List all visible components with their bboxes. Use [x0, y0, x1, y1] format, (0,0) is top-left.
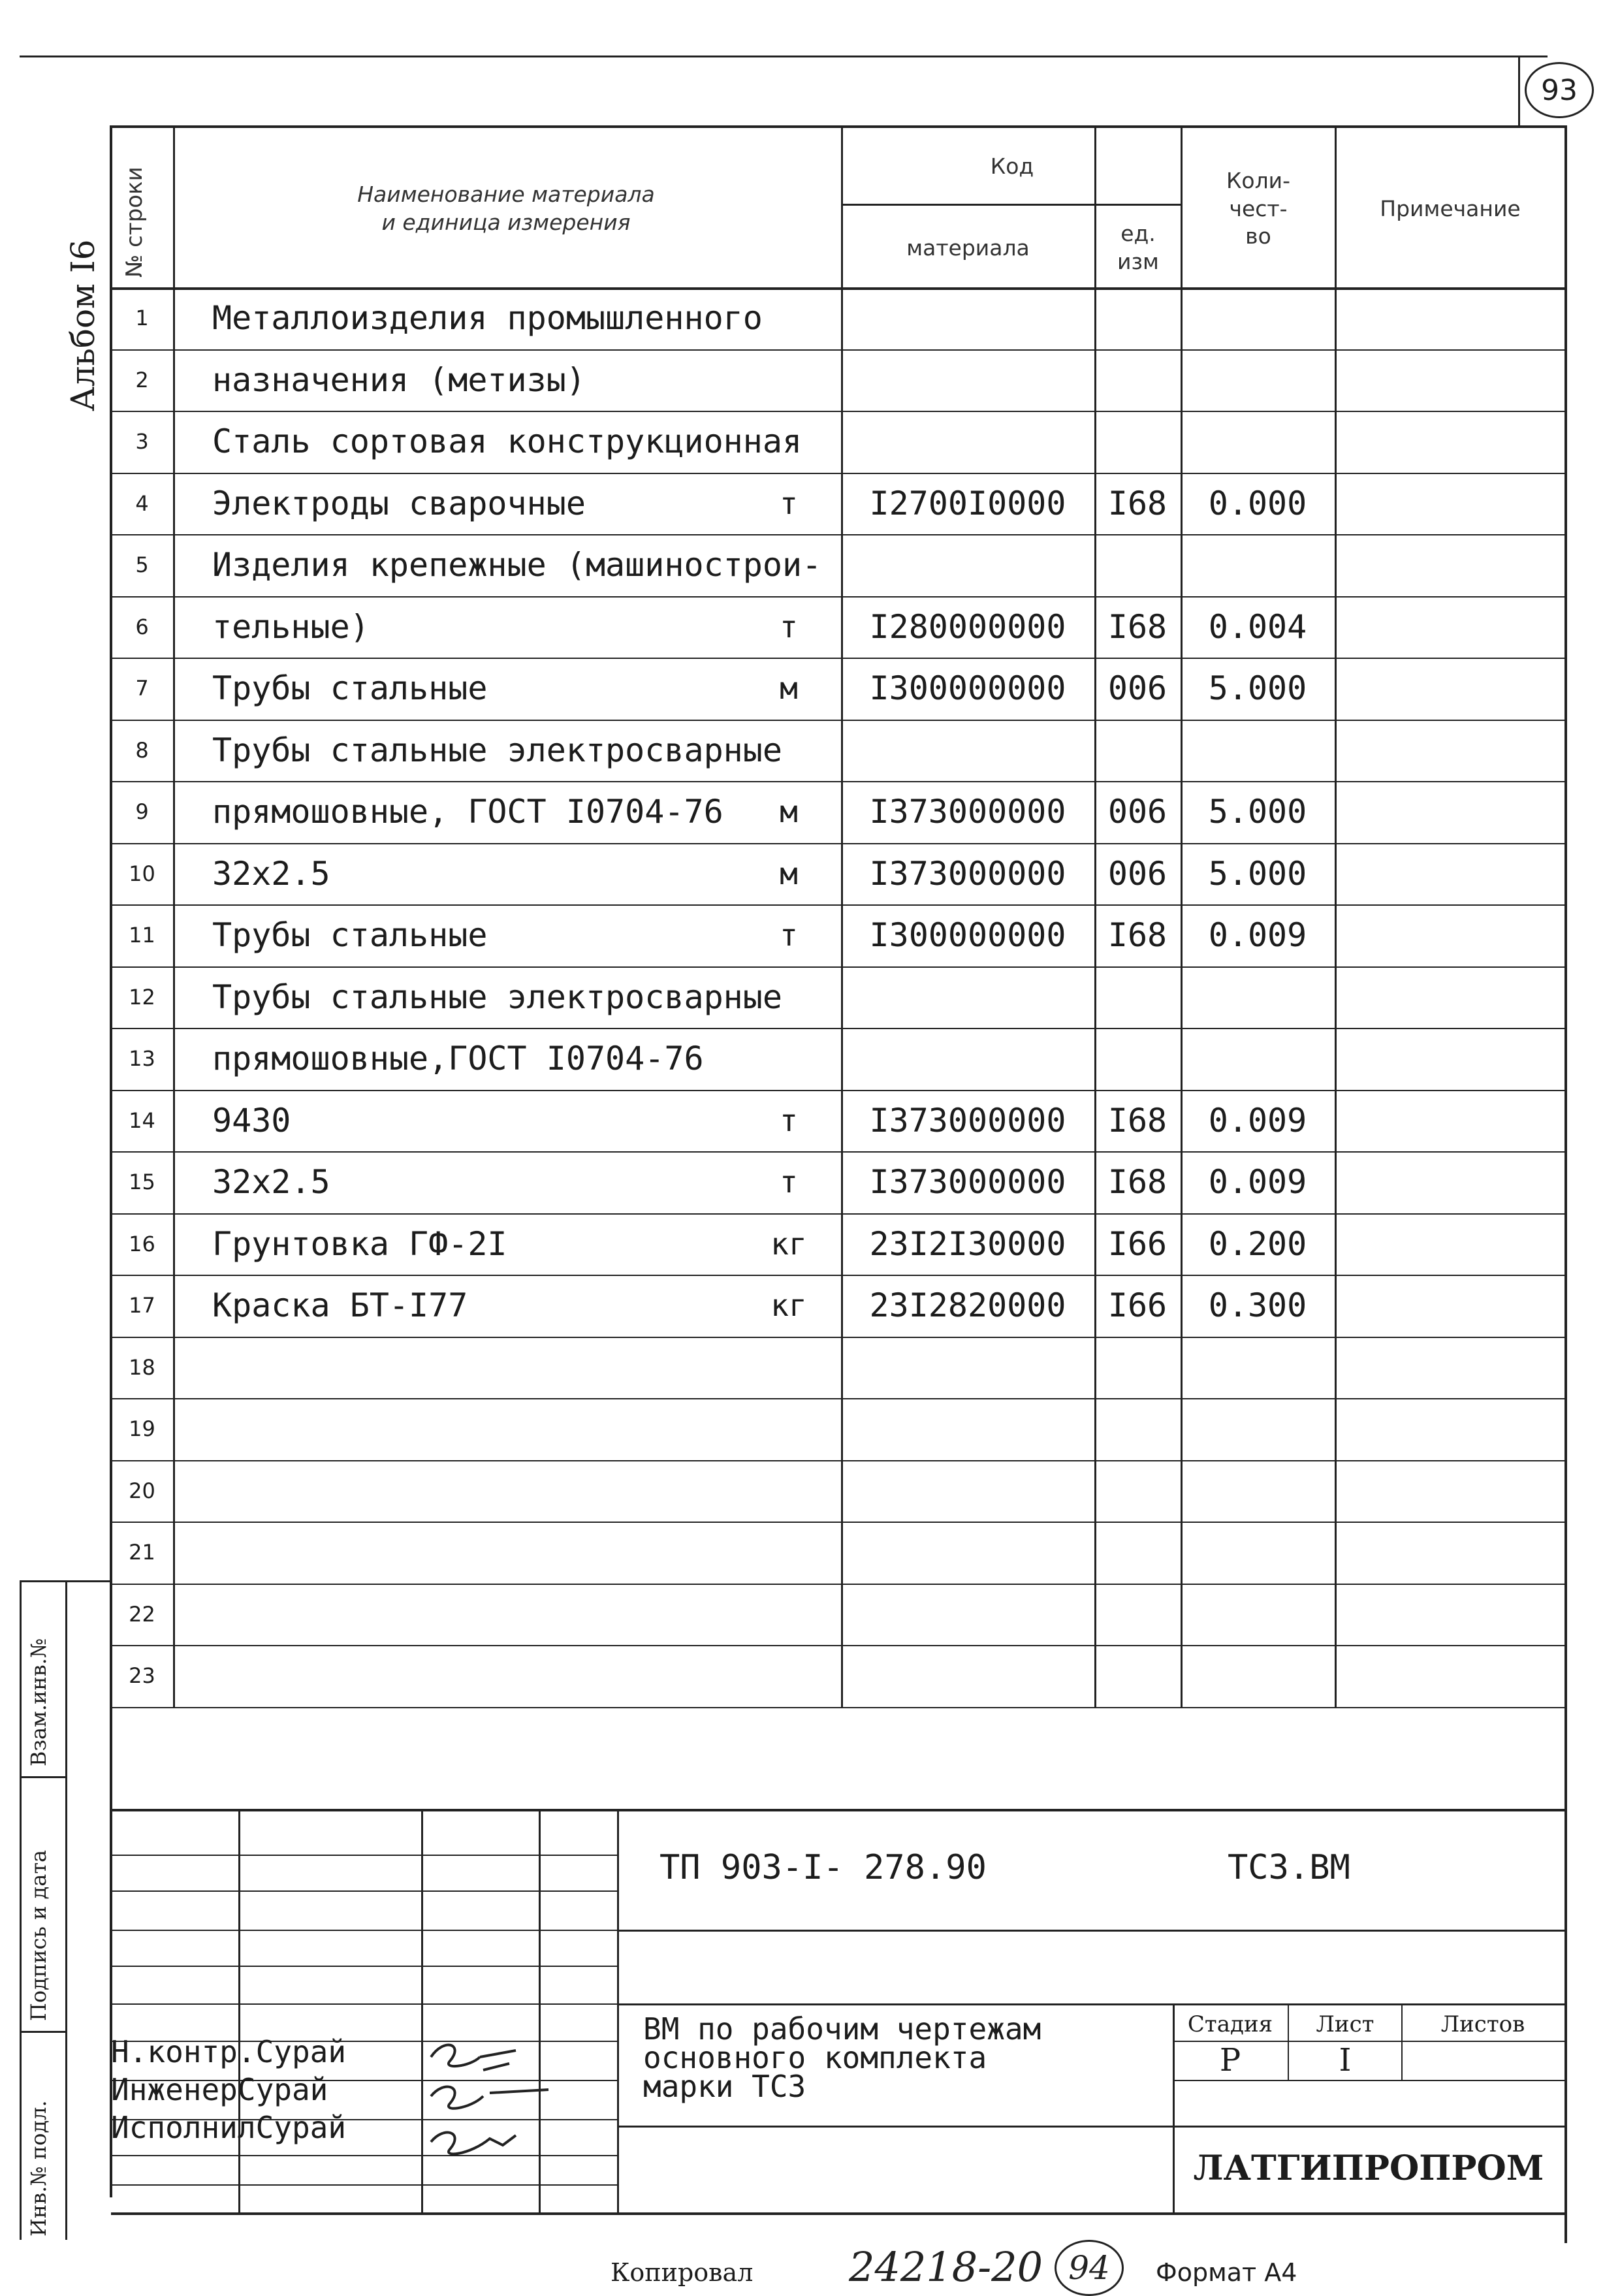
material-name: [173, 1522, 750, 1584]
material-name: Изделия крепежные (машинострои-: [212, 546, 822, 584]
unit-of-measure: [743, 1584, 834, 1646]
unit-code: [1094, 1460, 1181, 1522]
quantity: [1181, 1522, 1335, 1584]
material-name: [173, 1460, 750, 1522]
header-name: Наименование материала и единица измерения: [357, 182, 655, 235]
row-number: 10: [129, 861, 155, 886]
quantity: [1181, 1337, 1335, 1399]
quantity: 0.000: [1208, 484, 1307, 522]
title-left-hline: [111, 2184, 617, 2186]
material-name: 9430: [212, 1101, 291, 1140]
unit-of-measure: [743, 966, 834, 1028]
unit-code: [1094, 287, 1181, 349]
signatory: [111, 2072, 328, 2107]
material-code: I373000000: [869, 1101, 1066, 1140]
material-code: I373000000: [869, 793, 1066, 831]
unit-code: [1094, 720, 1181, 782]
header-code-split: [841, 204, 1181, 206]
title-block-hline: [617, 1930, 1566, 1932]
material-name: [173, 1645, 750, 1707]
quantity: 5.000: [1208, 793, 1307, 831]
material-code: 23I2820000: [869, 1286, 1066, 1325]
unit-of-measure: м: [780, 794, 798, 830]
quantity: 0.009: [1208, 1163, 1307, 1202]
unit-code: [1094, 1337, 1181, 1399]
unit-code: [1094, 534, 1181, 596]
material-code: [841, 1522, 1094, 1584]
unit-code: 006: [1107, 793, 1167, 831]
material-name: прямошовные,ГОСТ I0704-76: [212, 1040, 704, 1078]
quantity: [1181, 720, 1335, 782]
unit-code: [1094, 411, 1181, 473]
signatures: [418, 2031, 588, 2175]
material-code: [841, 1645, 1094, 1707]
unit-code: I68: [1107, 1101, 1167, 1140]
quantity: 0.004: [1208, 607, 1307, 646]
row-number: 8: [135, 737, 149, 763]
quantity: 5.000: [1208, 669, 1307, 708]
material-code: [841, 1460, 1094, 1522]
material-code: I373000000: [869, 1163, 1066, 1202]
organization-name: ЛАТГИПРОПРОМ: [1193, 2148, 1544, 2188]
material-code: I300000000: [869, 669, 1066, 708]
frame-right: [1564, 127, 1567, 2243]
row-number: 11: [129, 923, 155, 948]
footer-copied: Копировал: [611, 2258, 754, 2287]
footer-circled-number: [1055, 2240, 1124, 2296]
unit-of-measure: кг: [770, 1226, 807, 1262]
signatory-name: Сурай: [255, 2110, 347, 2145]
doc-mark: ТС3.ВМ: [1228, 1848, 1350, 1887]
row-number: 9: [135, 799, 149, 825]
unit-of-measure: т: [780, 485, 798, 521]
title-left-hline: [111, 1930, 617, 1931]
material-name: назначения (метизы): [212, 360, 586, 399]
side-label-sign-date: Подпись и дата: [26, 1849, 51, 2021]
header-code: Код: [990, 153, 1034, 179]
title-left-hline: [111, 1890, 617, 1892]
unit-code: I68: [1107, 916, 1167, 955]
title-left-vline: [238, 1809, 240, 2214]
quantity: [1181, 1645, 1335, 1707]
signatory-role: Н.контр.: [111, 2034, 256, 2069]
material-code: [841, 287, 1094, 349]
unit-code: [1094, 1398, 1181, 1460]
material-name: Краска БТ-I77: [212, 1286, 468, 1325]
quantity: [1181, 411, 1335, 473]
quantity: [1181, 287, 1335, 349]
material-code: [841, 720, 1094, 782]
doc-code: ТП 903-I- 278.90: [659, 1848, 987, 1887]
material-code: [841, 411, 1094, 473]
material-name: Металлоизделия промышленного: [212, 299, 763, 338]
material-name: [173, 1398, 750, 1460]
unit-of-measure: [743, 1645, 834, 1707]
frame-top: [110, 125, 1567, 128]
stage-value: Р: [1219, 2042, 1241, 2079]
table-row-line: [111, 1707, 1566, 1708]
doc-title-line2: основного комплекта: [643, 2040, 987, 2075]
quantity: [1181, 966, 1335, 1028]
material-name: 32x2.5: [212, 1163, 330, 1202]
footer-circled-value: 94: [1068, 2249, 1110, 2287]
quantity: [1181, 1460, 1335, 1522]
unit-of-measure: [743, 411, 834, 473]
row-number: 7: [135, 676, 149, 701]
row-number: 19: [129, 1416, 155, 1442]
material-name: 32x2.5: [212, 854, 330, 893]
material-code: [841, 1398, 1094, 1460]
top-rule: [20, 56, 1548, 57]
unit-code: 006: [1107, 854, 1167, 893]
material-code: [841, 1028, 1094, 1090]
unit-of-measure: т: [780, 609, 798, 645]
material-name: Трубы стальные: [212, 916, 488, 955]
unit-of-measure: [743, 349, 834, 411]
header-row-no: № строки: [121, 167, 148, 278]
quantity: [1181, 349, 1335, 411]
row-number: 6: [135, 614, 149, 639]
material-name: Трубы стальные: [212, 669, 488, 708]
unit-code: [1094, 1522, 1181, 1584]
material-code: I2700I0000: [869, 484, 1066, 522]
row-number: 5: [135, 552, 149, 578]
unit-code: [1094, 1028, 1181, 1090]
unit-code: I68: [1107, 1163, 1167, 1202]
unit-of-measure: м: [780, 855, 798, 891]
material-name: Электроды сварочные: [212, 484, 586, 522]
title-block-hline: [617, 2003, 1566, 2005]
header-code-unit: ед. изм: [1117, 221, 1159, 274]
title-left-hline: [111, 1966, 617, 1967]
side-label-vzam: Взам.инв.№: [26, 1638, 51, 1766]
row-number: 16: [129, 1231, 155, 1256]
sheet-value: I: [1339, 2042, 1352, 2079]
unit-of-measure: кг: [770, 1288, 807, 1324]
unit-code: [1094, 349, 1181, 411]
material-name: тельные): [212, 607, 370, 646]
row-number: 23: [129, 1663, 155, 1689]
material-name: [173, 1584, 750, 1646]
unit-of-measure: т: [780, 1102, 798, 1138]
side-strip-sep2: [20, 2031, 67, 2033]
unit-of-measure: т: [780, 1164, 798, 1200]
material-code: [841, 966, 1094, 1028]
material-name: Сталь сортовая конструкционная: [212, 423, 802, 461]
material-name: Грунтовка ГФ-2I: [212, 1224, 507, 1263]
doc-title-line3: марки ТС3: [643, 2069, 806, 2104]
quantity: [1181, 534, 1335, 596]
material-code: I300000000: [869, 916, 1066, 955]
unit-of-measure: [743, 720, 834, 782]
row-number: 12: [129, 984, 155, 1010]
header-note: Примечание: [1380, 195, 1521, 221]
sheets-header: Листов: [1440, 2011, 1525, 2037]
unit-code: [1094, 1584, 1181, 1646]
material-name: Трубы стальные электросварные: [212, 978, 782, 1016]
footer-format: Формат А4: [1156, 2258, 1297, 2287]
sheet-header: Лист: [1316, 2011, 1374, 2037]
title-block-top: [111, 1809, 1566, 1811]
row-number: 4: [135, 490, 149, 516]
side-strip-left: [20, 1580, 22, 2240]
unit-code: [1094, 966, 1181, 1028]
doc-title: [643, 2011, 1041, 2104]
quantity: 0.200: [1208, 1224, 1307, 1263]
unit-of-measure: м: [780, 671, 798, 707]
header-quantity: Коли- чест- во: [1226, 167, 1291, 249]
side-strip-right: [65, 1580, 67, 2240]
header-code-material: материала: [906, 234, 1030, 261]
material-code: [841, 349, 1094, 411]
signatory-role: Инженер: [111, 2072, 238, 2107]
signatory-role: Исполнил: [111, 2110, 256, 2145]
row-number: 22: [129, 1601, 155, 1627]
row-number: 14: [129, 1108, 155, 1133]
row-number: 21: [129, 1540, 155, 1565]
footer-handwritten-number: 24218-20: [849, 2243, 1043, 2291]
row-number: 1: [135, 306, 149, 331]
sheets-value: [1403, 2041, 1563, 2080]
title-left-vline: [617, 1809, 619, 2214]
signatory: [111, 2110, 346, 2145]
unit-of-measure: [743, 1460, 834, 1522]
unit-of-measure: [743, 287, 834, 349]
row-number: 17: [129, 1293, 155, 1318]
unit-of-measure: т: [780, 917, 798, 953]
signatory-name: Сурай: [255, 2034, 347, 2069]
unit-code: I68: [1107, 484, 1167, 522]
material-code: I373000000: [869, 854, 1066, 893]
unit-code: I68: [1107, 607, 1167, 646]
row-number: 13: [129, 1046, 155, 1072]
material-code: [841, 1337, 1094, 1399]
row-number: 18: [129, 1354, 155, 1380]
material-code: I280000000: [869, 607, 1066, 646]
unit-of-measure: [743, 1337, 834, 1399]
row-number: 2: [135, 367, 149, 392]
unit-of-measure: [743, 1398, 834, 1460]
material-name: [173, 1337, 750, 1399]
page-number-divider: [1518, 57, 1520, 126]
quantity: 0.009: [1208, 916, 1307, 955]
signatory-name: Сурай: [237, 2072, 328, 2107]
unit-code: I66: [1107, 1224, 1167, 1263]
quantity: 0.009: [1208, 1101, 1307, 1140]
page-number-circle: [1525, 62, 1594, 118]
title-left-hline: [111, 1855, 617, 1856]
signatory: [111, 2034, 346, 2069]
quantity: [1181, 1398, 1335, 1460]
title-left-hline: [111, 2003, 617, 2005]
unit-code: 006: [1107, 669, 1167, 708]
material-code: [841, 534, 1094, 596]
album-label: Альбом I6: [64, 239, 102, 411]
table-column-line: [1335, 127, 1337, 1707]
material-name: Трубы стальные электросварные: [212, 731, 782, 769]
material-code: [841, 1584, 1094, 1646]
unit-of-measure: [743, 1522, 834, 1584]
material-name: прямошовные, ГОСТ I0704-76: [212, 793, 723, 831]
material-code: 23I2I30000: [869, 1224, 1066, 1263]
unit-code: I66: [1107, 1286, 1167, 1325]
stage-header: Стадия: [1187, 2011, 1273, 2037]
quantity: [1181, 1584, 1335, 1646]
quantity: 0.300: [1208, 1286, 1307, 1325]
side-label-inv-no: Инв.№ подл.: [26, 2100, 51, 2237]
row-number: 20: [129, 1478, 155, 1503]
doc-title-line1: ВМ по рабочим чертежам: [643, 2011, 1041, 2047]
unit-code: [1094, 1645, 1181, 1707]
side-strip-top: [20, 1580, 112, 1582]
unit-of-measure: [743, 534, 834, 596]
row-number: 3: [135, 429, 149, 454]
page-number: 93: [1541, 73, 1578, 107]
title-stage-bottom: [1173, 2080, 1566, 2081]
quantity: [1181, 1028, 1335, 1090]
quantity: 5.000: [1208, 854, 1307, 893]
row-number: 15: [129, 1170, 155, 1195]
side-strip-sep1: [20, 1776, 67, 1778]
unit-of-measure: [743, 1028, 834, 1090]
